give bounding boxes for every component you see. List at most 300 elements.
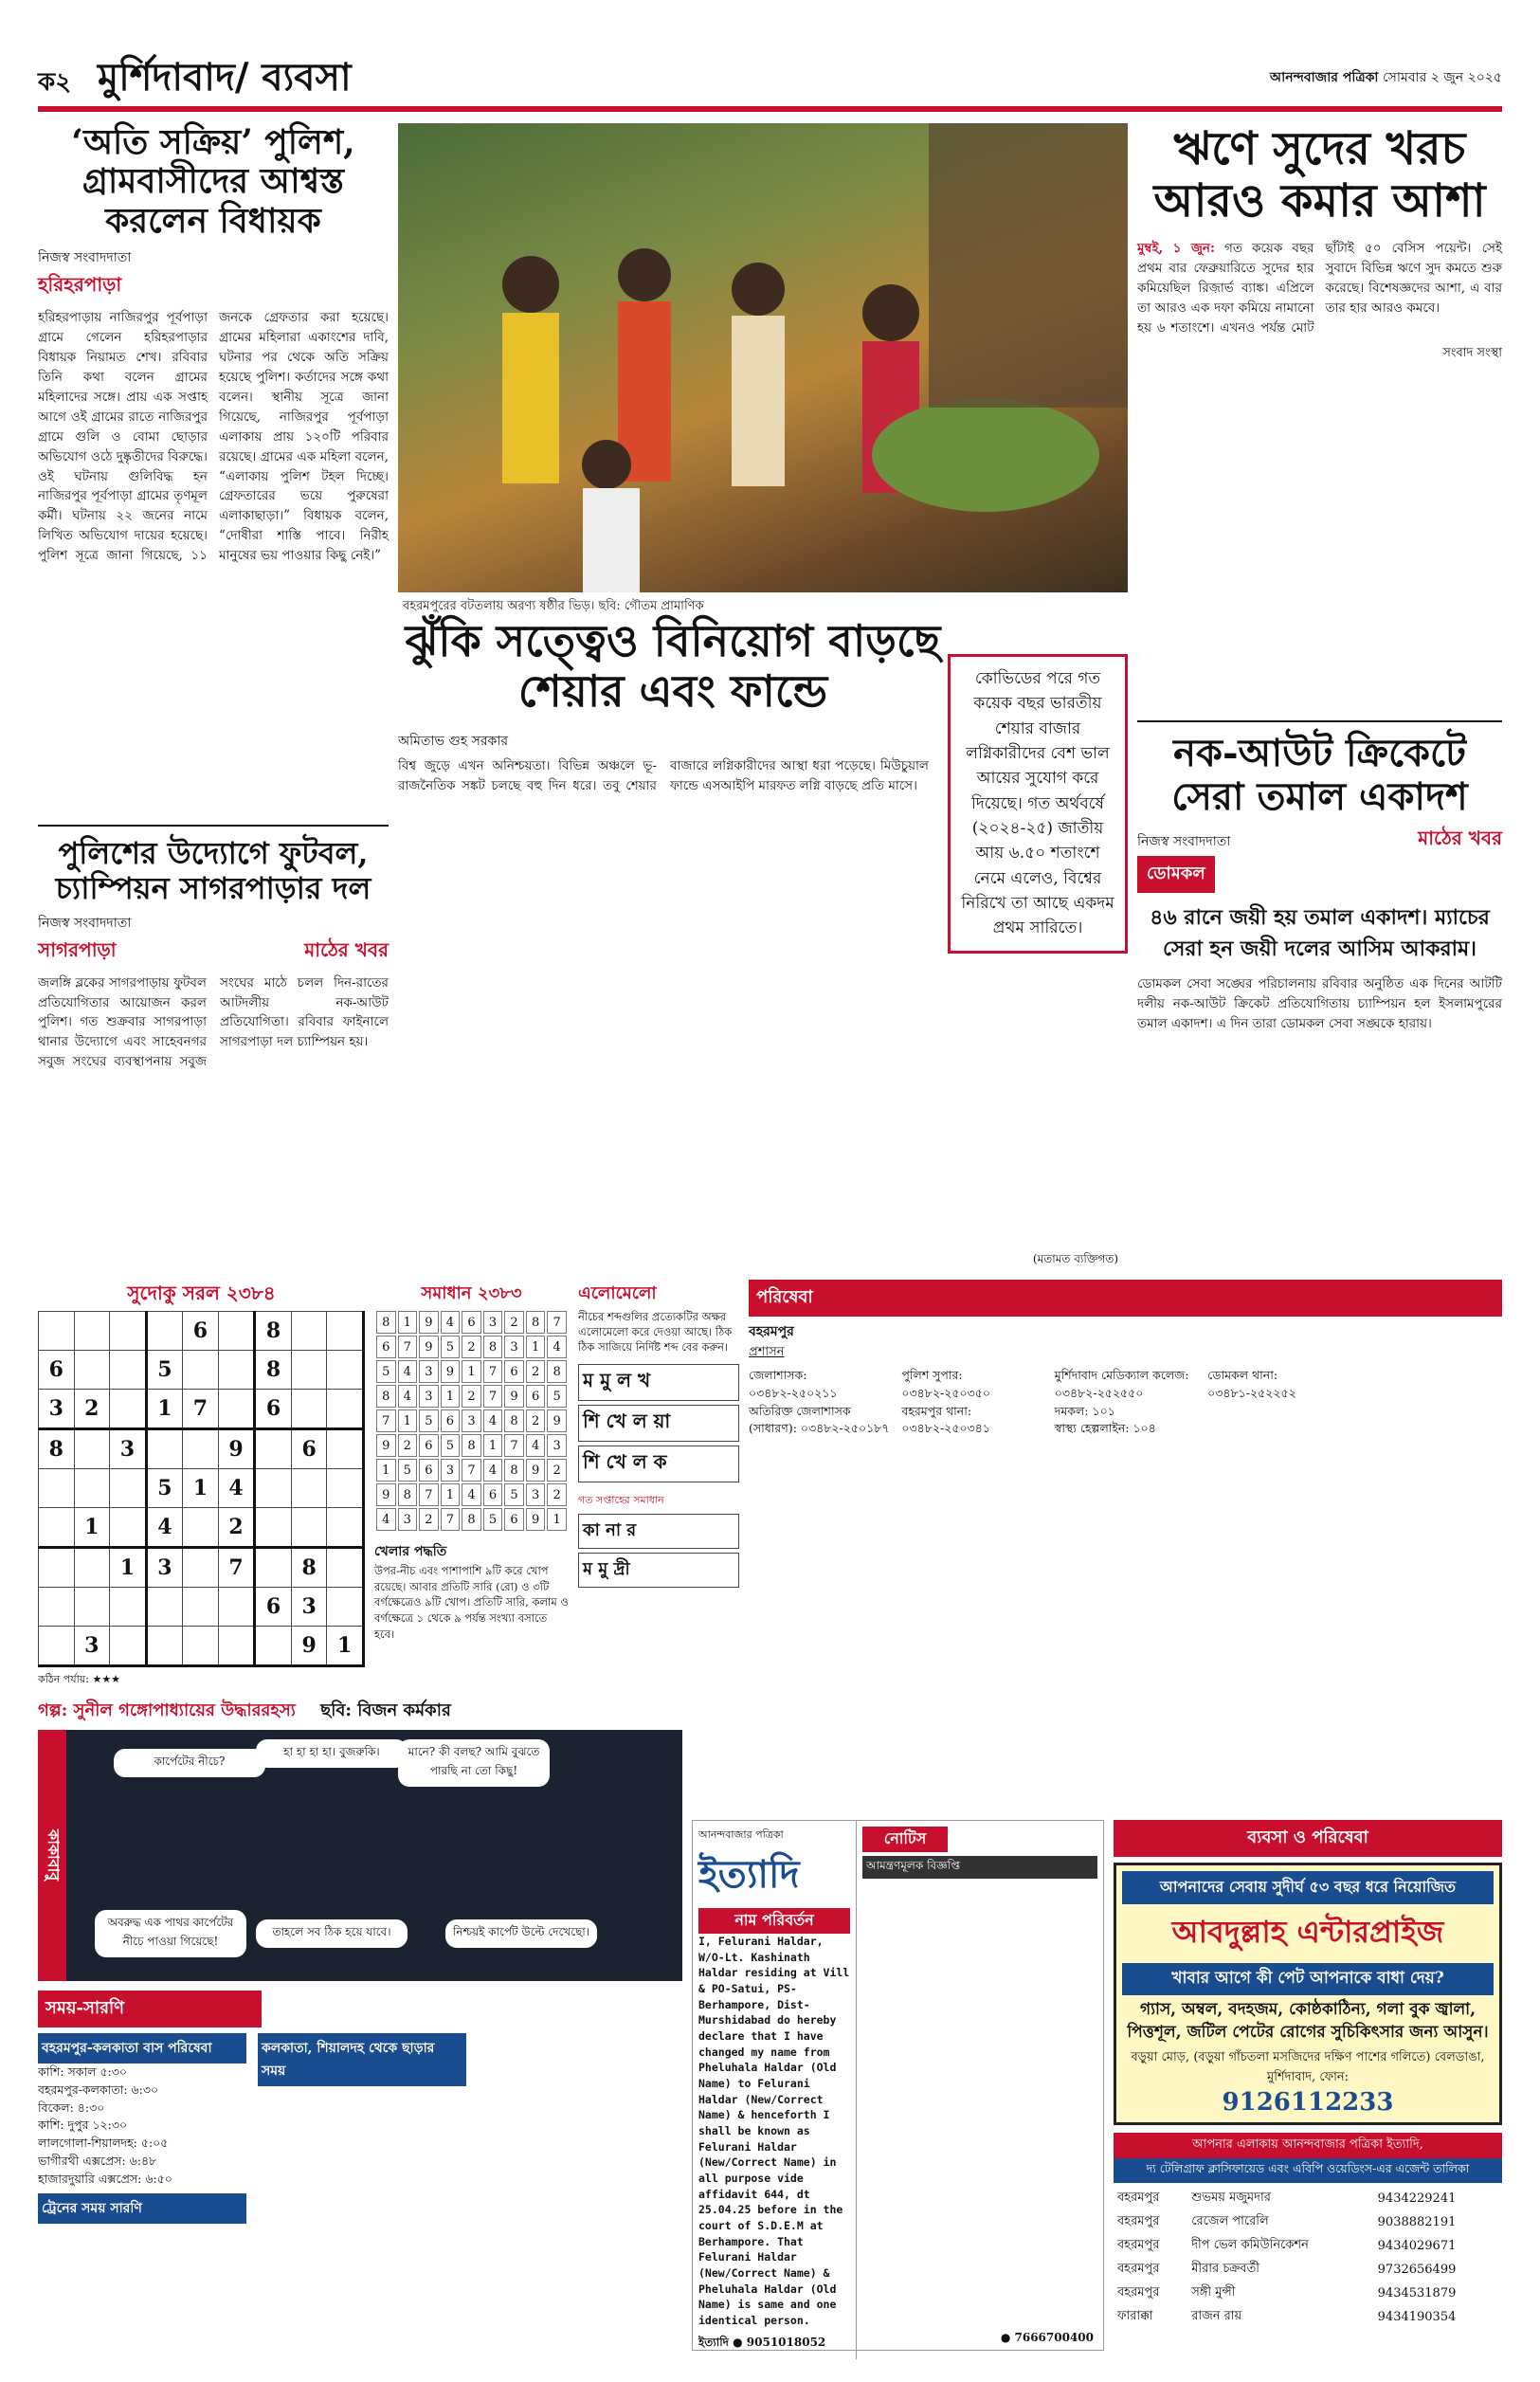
pull-quote-box: কোভিডের পরে গত কয়েক বছর ভারতীয় শেয়ার বাজার লগ্নিকারীদের বেশ ভাল আয়ের সুযোগ করে দিয়েছে। গত অর্থবর্ষে (২০২৪-২৫) জাতীয় আয় ৬.৫০ শতাংশে নেমে এলেও, বিশ্বের নিরিখে তা আছে একদম প্রথম সারিতে। xyxy=(948,654,1128,954)
sudoku-cell[interactable]: 4 xyxy=(218,1469,255,1508)
sudoku-cell[interactable] xyxy=(291,1508,327,1548)
schedule-item: হাজারদুয়ারি এক্সপ্রেস: ৬:৫০ xyxy=(38,2171,172,2186)
solution-cell: 3 xyxy=(398,1508,418,1531)
sudoku-cell[interactable] xyxy=(146,1429,183,1469)
jumble-answers xyxy=(578,1514,739,1588)
solution-cell: 7 xyxy=(547,1311,567,1334)
sudoku-cell[interactable] xyxy=(327,1469,364,1508)
speech-bubble: তাহলে সব ঠিক হয়ে যাবে। xyxy=(256,1919,408,1948)
sudoku-cell[interactable] xyxy=(218,1627,255,1666)
jumble-word: শি খে ল ক xyxy=(578,1446,739,1482)
agent-cell: রাজন রায় xyxy=(1191,2308,1242,2323)
sudoku-cell[interactable]: 1 xyxy=(327,1627,364,1666)
agent-cell: 9732656499 xyxy=(1377,2262,1457,2277)
solution-cell: 1 xyxy=(526,1336,546,1358)
solution-cell: 8 xyxy=(462,1508,481,1531)
signoff: সংবাদ সংস্থা xyxy=(1442,345,1502,360)
ad-section: ব্যবসা ও পরিষেবা xyxy=(1114,1820,1502,1857)
solution-cell: 9 xyxy=(419,1311,439,1334)
solution-cell: 8 xyxy=(483,1336,503,1358)
solution-cell: 5 xyxy=(483,1508,503,1531)
notice-subheading: আমন্ত্রণমূলক বিজ্ঞপ্তি xyxy=(862,1856,1097,1879)
sudoku-cell[interactable] xyxy=(291,1351,327,1390)
agents-table xyxy=(1114,2187,1502,2329)
notice-contact: ● 7666700400 xyxy=(1000,2331,1094,2344)
agent-cell: দীপ ভেল কমিউনিকেশন xyxy=(1191,2237,1309,2252)
solution-cell: 2 xyxy=(398,1434,418,1457)
solution-cell: 9 xyxy=(504,1385,524,1408)
service-entry: দমকল: ১০১ xyxy=(1054,1403,1115,1418)
signoff: (মতামত ব্যক্তিগত) xyxy=(1032,1252,1118,1265)
sudoku-cell[interactable]: 1 xyxy=(110,1548,147,1588)
headline: পুলিশের উদ্যোগে ফুটবল, চ্যাম্পিয়ন সাগরপাড়ার দল xyxy=(55,835,371,906)
sudoku-cell[interactable] xyxy=(146,1312,183,1351)
service-entry: ডোমকল থানা: ০৩৪৮১-২৫২২৫২ xyxy=(1207,1368,1296,1400)
sudoku-cell[interactable] xyxy=(110,1390,147,1429)
affidavit-notice: I, Felurani Haldar, W/O-Lt. Kashinath Haldar residing at Vill & PO-Satui, PS-Berhampore, Dist-Murshidabad do hereby declare that I have changed my name from Pheluhala Haldar (Old Name) to Felurani Haldar (New/Correct Name) & henceforth I shall be known as Felurani Haldar (New/Correct Name) in all purpose vide affidavit 644, dt 25.04.25 before in the court of S.D.E.M at Berhampore. That Felurani Haldar (New/Correct Name) & Pheluhala Haldar (Old Name) is same and one identical person. xyxy=(698,1935,850,2328)
solution-cell: 6 xyxy=(462,1311,481,1334)
headline: ‘অতি সক্রিয়’ পুলিশ, গ্রামবাসীদের আশ্বস্ত করলেন বিধায়ক xyxy=(71,122,355,241)
story-loan-rates xyxy=(1137,123,1502,711)
sudoku-cell[interactable] xyxy=(110,1588,147,1627)
schedule-item: ভাগীরথী এক্সপ্রেস: ৬:৪৮ xyxy=(38,2153,157,2168)
answer-title: গত সপ্তাহের সমাধান xyxy=(578,1494,664,1507)
solution-cell: 1 xyxy=(441,1483,461,1506)
sudoku-cell[interactable] xyxy=(327,1312,364,1351)
sudoku-cell[interactable] xyxy=(327,1390,364,1429)
solution-cell: 9 xyxy=(547,1409,567,1432)
agent-cell: বহরমপুর xyxy=(1117,2284,1160,2300)
service-entry: অতিরিক্ত জেলাশাসক (সাধারণ): ০৩৪৮২-২৫০১৮৭ xyxy=(749,1403,890,1436)
agent-cell: শুভময় মজুমদার xyxy=(1191,2190,1271,2205)
solution-cell: 4 xyxy=(483,1409,503,1432)
ad-description: গ্যাস, অম্বল, বদহজম, কোষ্ঠকাঠিন্য, গলা বুক জ্বালা, পিত্তশূল, জটিল পেটের রোগের সুচিকিৎসার জন্য আসুন। xyxy=(1127,2000,1489,2042)
schedule-item: লালগোলা-শিয়ালদহ: ৫:০৫ xyxy=(38,2136,169,2150)
header-rule xyxy=(38,106,1502,112)
solution-cell: 9 xyxy=(526,1508,546,1531)
solution-cell: 7 xyxy=(483,1360,503,1383)
solution-cell: 6 xyxy=(441,1409,461,1432)
sudoku-cell[interactable] xyxy=(183,1429,219,1469)
comic-title: গল্প: সুনীল গঙ্গোপাধ্যায়ের উদ্ধাররহস্য xyxy=(38,1700,296,1720)
article-body: জলঙ্গি ব্লকের সাগরপাড়ায় ফুটবল প্রতিযোগিতার আয়োজন করল পুলিশ। গত শুক্রবার সাগরপাড়া থানার উদ্যোগে এবং সাহেবনগর সবুজ সংঘের ব্যবস্থাপনায় সবুজ সংঘের মাঠে চলল দিন-রাতের আটদলীয় নক-আউট প্রতিযোগিতা। রবিবার ফাইনালে সাগরপাড়া দল চ্যাম্পিয়ন হয়। xyxy=(38,974,389,1070)
advertisement-block xyxy=(1114,1820,1502,2351)
notice-heading: নোটিস xyxy=(862,1827,948,1852)
solution-cell: 5 xyxy=(398,1459,418,1482)
solution-cell: 1 xyxy=(441,1385,461,1408)
article-body: বিশ্ব জুড়ে এখন অনিশ্চয়তা। বিভিন্ন অঞ্চলে ভূ-রাজনৈতিক সঙ্কট চলছে বহু দিন ধরে। তবু শেয়ার বাজারে লগ্নিকারীদের আস্থা ধরা পড়েছে। মিউচুয়াল ফান্ডে এসআইপি মারফত লগ্নি বাড়ছে প্রতি মাসে। xyxy=(398,757,929,793)
solution-cell: 7 xyxy=(419,1483,439,1506)
bus-title: বহরমপুর-কলকাতা বাস পরিষেবা xyxy=(38,2033,246,2064)
sudoku-cell[interactable] xyxy=(291,1469,327,1508)
ittyadi-classifieds xyxy=(692,1820,1104,2351)
solution-cell: 4 xyxy=(376,1508,396,1531)
sudoku-cell[interactable] xyxy=(327,1429,364,1469)
solution-cell: 3 xyxy=(483,1311,503,1334)
byline: অমিতাভ গুহ সরকার xyxy=(398,733,509,749)
ittyadi-title: ইত্যাদি xyxy=(698,1852,800,1897)
solution-title: সমাধান ২৩৮৩ xyxy=(421,1283,522,1303)
sudoku-cell[interactable]: 6 xyxy=(255,1390,292,1429)
train-title: ট্রেনের সময় সারণি xyxy=(38,2193,246,2224)
solution-cell: 8 xyxy=(462,1434,481,1457)
solution-cell: 7 xyxy=(376,1409,396,1432)
agent-cell: 9434190354 xyxy=(1377,2309,1457,2324)
sudoku-cell[interactable]: 5 xyxy=(146,1469,183,1508)
services-section: প্রশাসন xyxy=(749,1345,785,1359)
schedule-item: কাশি: সকাল ৫:৩০ xyxy=(38,2064,128,2079)
issue-date: সোমবার ২ জুন ২০২৫ xyxy=(1382,70,1502,85)
agent-row xyxy=(1114,2258,1502,2282)
sudoku-cell[interactable] xyxy=(110,1508,147,1548)
solution-cell: 4 xyxy=(547,1336,567,1358)
agent-cell: সঙ্গী মুন্সী xyxy=(1191,2284,1236,2300)
byline: নিজস্ব সংবাদদাতা xyxy=(38,250,132,266)
solution-cell: 5 xyxy=(504,1483,524,1506)
service-entry: পুলিশ সুপার: ০৩৪৮২-২৫০৩৫০ xyxy=(901,1368,990,1400)
schedule-list xyxy=(38,2064,246,2188)
solution-cell: 7 xyxy=(398,1336,418,1358)
sudoku-cell[interactable] xyxy=(255,1469,292,1508)
sudoku-cell[interactable] xyxy=(110,1469,147,1508)
schedule-item: কাশি: দুপুর ১২:৩০ xyxy=(38,2118,128,2133)
section-title: মুর্শিদাবাদ/ ব্যবসা xyxy=(98,55,352,100)
story-investment xyxy=(398,616,1128,1270)
headline: ঝুঁকি সত্ত্বেও বিনিয়োগ বাড়ছে শেয়ার এবং ফান্ডে xyxy=(405,615,941,717)
jumble-title: এলোমেলো xyxy=(578,1283,657,1303)
agent-cell: মীরার চক্রবর্তী xyxy=(1191,2261,1259,2276)
sudoku-cell[interactable] xyxy=(183,1588,219,1627)
sudoku-cell[interactable] xyxy=(146,1627,183,1666)
photo-caption: বহরমপুরের বটতলায় অরণ্য ষষ্ঠীর ভিড়। ছবি: গৌতম প্রামাণিক xyxy=(403,599,704,613)
speech-bubble: নিশ্চয়ই কার্পেট উল্টে দেখেছো। xyxy=(445,1919,597,1948)
page-header xyxy=(38,47,352,111)
solution-cell: 3 xyxy=(504,1336,524,1358)
solution-cell: 5 xyxy=(376,1360,396,1383)
solution-cell: 4 xyxy=(462,1483,481,1506)
agents-subtitle: দ্য টেলিগ্রাফ ক্লাসিফায়েড এবং এবিপি ওয়েডিংস-এর এজেন্ট তালিকা xyxy=(1114,2158,1502,2183)
sudoku-cell[interactable] xyxy=(255,1429,292,1469)
agent-cell: 9434229241 xyxy=(1377,2191,1457,2206)
agent-cell: ফারাক্কা xyxy=(1117,2308,1153,2323)
sudoku-cell[interactable] xyxy=(110,1627,147,1666)
solution-cell: 4 xyxy=(441,1311,461,1334)
solution-cell: 6 xyxy=(483,1483,503,1506)
sudoku-cell[interactable]: 3 xyxy=(291,1588,327,1627)
solution-cell: 5 xyxy=(441,1336,461,1358)
services-title: পরিষেবা xyxy=(749,1280,1502,1317)
service-entry: মুর্শিদাবাদ মেডিক্যাল কলেজ: ০৩৪৮২-২৫২৫৫০ xyxy=(1054,1368,1189,1400)
sudoku-cell[interactable] xyxy=(291,1390,327,1429)
sudoku-title: সুদোকু সরল ২৩৮৪ xyxy=(127,1282,276,1304)
masthead-small: আনন্দবাজার পত্রিকা xyxy=(698,1828,784,1841)
solution-cell: 2 xyxy=(526,1360,546,1383)
sudoku-cell[interactable]: 7 xyxy=(183,1390,219,1429)
departure-title: কলকাতা, শিয়ালদহ থেকে ছাড়ার সময় xyxy=(258,2033,466,2086)
jumble-intro: নীচের শব্দগুলির প্রত্যেকটির অক্ষর এলোমেলো করে দেওয়া আছে। ঠিক ঠিক সাজিয়ে নির্দিষ্ট শব্দ বের করুন। xyxy=(578,1310,733,1355)
sudoku-cell[interactable]: 6 xyxy=(291,1429,327,1469)
solution-cell: 3 xyxy=(441,1459,461,1482)
jumble-words xyxy=(578,1364,739,1482)
agent-row xyxy=(1114,2210,1502,2234)
solution-cell: 2 xyxy=(547,1459,567,1482)
comic-header xyxy=(38,1697,682,1725)
agent-cell: 9038882191 xyxy=(1377,2214,1457,2229)
headline: নক-আউট ক্রিকেটে সেরা তমাল একাদশ xyxy=(1171,731,1468,819)
services-block xyxy=(749,1280,1502,1687)
schedule-item: বিকেল: ৪:৩০ xyxy=(38,2100,105,2115)
ad-business-name: আবদুল্লাহ এন্টারপ্রাইজ xyxy=(1171,1914,1444,1950)
agents-title: আপনার এলাকায় আনন্দবাজার পত্রিকা ইত্যাদি, xyxy=(1114,2133,1502,2158)
sudoku-cell[interactable] xyxy=(39,1627,75,1666)
sudoku-cell[interactable]: 2 xyxy=(74,1390,110,1429)
solution-grid xyxy=(374,1309,569,1533)
sudoku-cell[interactable]: 3 xyxy=(39,1390,75,1429)
ad-address: বড়ুয়া মোড়, (বড়ুয়া গাঁচতলা মসজিদের দক্ষিণ পাশের গলিতে) বেলডাঙা, মুর্শিদাবাদ, ফোন: xyxy=(1131,2049,1485,2084)
sudoku-cell[interactable]: 9 xyxy=(218,1429,255,1469)
solution-cell: 9 xyxy=(376,1434,396,1457)
solution-cell: 3 xyxy=(419,1360,439,1383)
solution-cell: 6 xyxy=(526,1385,546,1408)
solution-cell: 9 xyxy=(526,1459,546,1482)
sudoku-cell[interactable]: 5 xyxy=(146,1351,183,1390)
sudoku-cell[interactable]: 9 xyxy=(291,1627,327,1666)
sudoku-cell[interactable] xyxy=(74,1429,110,1469)
solution-cell: 2 xyxy=(462,1385,481,1408)
solution-cell: 8 xyxy=(504,1459,524,1482)
sudoku-cell[interactable]: 6 xyxy=(39,1351,75,1390)
services-list xyxy=(749,1367,1502,1438)
solution-cell: 4 xyxy=(398,1360,418,1383)
speech-bubble: কার্পেটের নীচে? xyxy=(114,1749,265,1777)
sudoku-cell[interactable] xyxy=(74,1469,110,1508)
sudoku-cell[interactable] xyxy=(183,1627,219,1666)
solution-cell: 8 xyxy=(504,1409,524,1432)
article-body: হরিহরপাড়ায় নাজিরপুর পূর্বপাড়া গ্রামে গেলেন হরিহরপাড়ার বিধায়ক নিয়ামত শেখ। রবিবার তিনি কথা বলেন গ্রামের মহিলাদের সঙ্গে। প্রায় এক সপ্তাহ আগে ওই গ্রামের রাতে নাজিরপুর গ্রামে গুলি ও বোমা ছোড়ার অভিযোগ ওঠে দুষ্কৃতীদের বিরুদ্ধে। ওই ঘটনায় গুলিবিদ্ধ হন নাজিরপুর পূর্বপাড়া গ্রামের তৃণমূল কর্মী। ঘটনায় ২২ জনের নামে লিখিত অভিযোগ দায়ের হয়েছে। পুলিশ সূত্রে জানা গিয়েছে, ১১ জনকে গ্রেফতার করা হয়েছে। গ্রামের মহিলারা একাংশের দাবি, ঘটনার পর থেকে অতি সক্রিয় হয়েছে পুলিশ। কর্তাদের সঙ্গে কথা বলেন। স্থানীয় সূত্রে জানা গিয়েছে, নাজিরপুর পূর্বপাড়া এলাকায় প্রায় ১২০টি পরিবার রয়েছে। গ্রামের এক মহিলা বলেন, “এলাকায় পুলিশ টহল দিচ্ছে। গ্রেফতারের ভয়ে পুরুষেরা এলাকাছাড়া।” বিধায়ক বলেন, “দোষীরা শাস্তি পাবে। নিরীহ মানুষের ভয় পাওয়ার কিছু নেই।” xyxy=(38,310,389,564)
byline: নিজস্ব সংবাদদাতা xyxy=(1137,834,1231,849)
jumble-answer: কা না র xyxy=(578,1514,739,1549)
solution-cell: 7 xyxy=(462,1459,481,1482)
solution-cell: 9 xyxy=(419,1336,439,1358)
sudoku-cell[interactable] xyxy=(327,1588,364,1627)
sudoku-cell[interactable] xyxy=(327,1351,364,1390)
sudoku-cell[interactable]: 1 xyxy=(74,1508,110,1548)
story-cricket xyxy=(1137,720,1502,1270)
sudoku-cell[interactable]: 2 xyxy=(218,1508,255,1548)
sudoku-cell[interactable] xyxy=(146,1588,183,1627)
speech-bubble: হা হা হা হা। বুজরুকি। xyxy=(256,1739,408,1768)
solution-cell: 3 xyxy=(419,1385,439,1408)
solution-cell: 2 xyxy=(462,1336,481,1358)
story-police-mla xyxy=(38,123,389,777)
ad-tagline: খাবার আগে কী পেট আপনাকে বাধা দেয়? xyxy=(1122,1963,1494,1995)
sudoku-cell[interactable] xyxy=(39,1469,75,1508)
sudoku-cell[interactable]: 4 xyxy=(146,1508,183,1548)
photo-scene xyxy=(398,123,1128,592)
agent-cell: বহরমপুর xyxy=(1117,2261,1160,2276)
jumble-answer: ম মু দ্রী xyxy=(578,1553,739,1588)
solution-cell: 2 xyxy=(526,1409,546,1432)
agent-cell: 9434029671 xyxy=(1377,2238,1457,2253)
service-entry: স্বাস্থ্য হেল্পলাইন: ১০৪ xyxy=(1054,1421,1156,1436)
solution-cell: 3 xyxy=(526,1483,546,1506)
services-subtitle: বহরমপুর xyxy=(749,1324,794,1339)
agent-cell: বহরমপুর xyxy=(1117,2237,1160,2252)
solution-cell: 3 xyxy=(462,1409,481,1432)
sudoku-cell[interactable] xyxy=(74,1351,110,1390)
solution-cell: 8 xyxy=(376,1311,396,1334)
article-body: ডোমকল সেবা সঙ্ঘের পরিচালনায় রবিবার অনুষ্ঠিত এক দিনের আটটি দলীয় নক-আউট ক্রিকেট প্রতিযোগিতায় চ্যাম্পিয়ন হল ইসলামপুরের তমাল একাদশ। এ দিন তারা ডোমকল সেবা সঙ্ঘকে হারায়। xyxy=(1137,976,1502,1031)
solution-cell: 7 xyxy=(441,1508,461,1531)
story-football xyxy=(38,825,389,1270)
byline: নিজস্ব সংবাদদাতা xyxy=(38,915,132,931)
agent-row xyxy=(1114,2187,1502,2210)
solution-cell: 8 xyxy=(547,1360,567,1383)
page-number: ক২ xyxy=(38,68,72,97)
sudoku-cell[interactable] xyxy=(291,1312,327,1351)
agent-cell: রেজেল পারেলি xyxy=(1191,2213,1269,2228)
sudoku-cell[interactable]: 1 xyxy=(183,1469,219,1508)
jumble-word: ম মু ল খ xyxy=(578,1364,739,1401)
agent-cell: বহরমপুর xyxy=(1117,2213,1160,2228)
solution-cell: 1 xyxy=(483,1434,503,1457)
festival-photo xyxy=(398,123,1128,592)
sudoku-cell[interactable] xyxy=(183,1548,219,1588)
solution-cell: 1 xyxy=(376,1459,396,1482)
solution-cell: 9 xyxy=(441,1360,461,1383)
sudoku-cell[interactable] xyxy=(218,1351,255,1390)
sudoku-cell[interactable] xyxy=(39,1588,75,1627)
rules-title: খেলার পদ্ধতি xyxy=(374,1544,447,1559)
solution-cell: 7 xyxy=(483,1385,503,1408)
rules-text: উপর-নীচ এবং পাশাপাশি ৯টি করে খোপ রয়েছে। আবার প্রতিটি সারি (রো) ও ৩টি বর্গক্ষেত্রেও ৯টি খোপ। প্রতিটি সারি, কলাম ও বর্গক্ষেত্রে ১ থেকে ৯ পর্যন্ত সংখ্যা বসাতে হবে। xyxy=(374,1564,569,1641)
solution-cell: 4 xyxy=(483,1459,503,1482)
sudoku-cell[interactable]: 1 xyxy=(146,1390,183,1429)
agent-cell: 9434531879 xyxy=(1377,2285,1457,2300)
solution-cell: 2 xyxy=(547,1483,567,1506)
solution-cell: 1 xyxy=(398,1311,418,1334)
sudoku-cell[interactable]: 3 xyxy=(110,1429,147,1469)
sudoku-cell[interactable] xyxy=(218,1390,255,1429)
sudoku-cell[interactable] xyxy=(74,1312,110,1351)
solution-cell: 4 xyxy=(398,1385,418,1408)
comic-strip xyxy=(38,1730,682,1981)
solution-cell: 1 xyxy=(547,1508,567,1531)
solution-cell: 2 xyxy=(504,1311,524,1334)
sudoku-cell[interactable] xyxy=(74,1588,110,1627)
solution-cell: 4 xyxy=(526,1434,546,1457)
comic-side-label: কাকাবাবু xyxy=(38,1730,66,1981)
sudoku-cell[interactable]: 8 xyxy=(255,1312,292,1351)
sudoku-cell[interactable]: 8 xyxy=(291,1548,327,1588)
solution-cell: 2 xyxy=(419,1508,439,1531)
name-change-heading: নাম পরিবর্তন xyxy=(698,1908,850,1934)
sudoku-cell[interactable]: 3 xyxy=(146,1548,183,1588)
service-entry: জেলাশাসক: ০৩৪৮২-২৫০২১১ xyxy=(749,1368,838,1400)
section-tag: মাঠের খবর xyxy=(304,937,389,961)
solution-cell: 6 xyxy=(504,1360,524,1383)
difficulty: কঠিন পর্যায়: ★★★ xyxy=(38,1673,121,1685)
agent-row xyxy=(1114,2234,1502,2258)
solution-cell: 3 xyxy=(547,1434,567,1457)
article-body: মুম্বই, ১ জুন: গত কয়েক বছর প্রথম বার ফেব্রুয়ারিতে সুদের হার কমিয়েছিল রিজ়ার্ভ ব্যাঙ্ক। এপ্রিলে তা আরও এক দফা কমিয়ে নামানো হয় ৬ শতাংশে। এখনও পর্যন্ত মোট ছাঁটাই ৫০ বেসিস পয়েন্ট। সেই সুবাদে বিভিন্ন ঋণে সুদ কমতে শুরু করেছে। বিশেষজ্ঞদের আশা, এ বার তার হার আরও কমবে। xyxy=(1137,241,1502,336)
schedule-item: বহরমপুর-কলকাতা: ৬:৩০ xyxy=(38,2082,159,2097)
sudoku-cell[interactable] xyxy=(327,1508,364,1548)
sudoku-cell[interactable]: 6 xyxy=(183,1312,219,1351)
sudoku-cell[interactable]: 7 xyxy=(218,1548,255,1588)
jumble-block xyxy=(578,1280,739,1687)
solution-cell: 5 xyxy=(419,1409,439,1432)
service-entry: বহরমপুর থানা: ০৩৪৮২-২৫০৩৪১ xyxy=(901,1403,990,1436)
dateline-header xyxy=(1270,66,1502,89)
sudoku-cell[interactable] xyxy=(327,1548,364,1588)
comic-artist: ছবি: বিজন কর্মকার xyxy=(320,1700,451,1720)
sudoku-cell[interactable] xyxy=(183,1351,219,1390)
solution-cell: 6 xyxy=(376,1336,396,1358)
dateline: হরিহরপাড়া xyxy=(38,273,122,297)
sudoku-cell[interactable] xyxy=(255,1548,292,1588)
sudoku-cell[interactable]: 8 xyxy=(39,1429,75,1469)
dateline-badge: ডোমকল xyxy=(1137,856,1215,893)
agent-row xyxy=(1114,2305,1502,2329)
sudoku-cell[interactable] xyxy=(255,1627,292,1666)
sudoku-cell[interactable] xyxy=(183,1508,219,1548)
pull-quote: ৪৬ রানে জয়ী হয় তমাল একাদশ। ম্যাচের সেরা হন জয়ী দলের আসিম আকরাম। xyxy=(1150,905,1490,961)
solution-cell: 6 xyxy=(419,1459,439,1482)
sudoku-cell[interactable] xyxy=(218,1312,255,1351)
schedule-block xyxy=(38,1991,682,2351)
solution-cell: 8 xyxy=(376,1385,396,1408)
dateline: সাগরপাড়া xyxy=(38,937,117,961)
agent-cell: বহরমপুর xyxy=(1117,2190,1160,2205)
sudoku-cell[interactable]: 6 xyxy=(255,1588,292,1627)
solution-cell: 5 xyxy=(441,1434,461,1457)
sudoku-cell[interactable] xyxy=(74,1548,110,1588)
solution-cell: 8 xyxy=(398,1483,418,1506)
sudoku-cell[interactable] xyxy=(39,1508,75,1548)
sudoku-cell[interactable]: 8 xyxy=(255,1351,292,1390)
headline: ঋণে সুদের খরচ আরও কমার আশা xyxy=(1153,122,1486,228)
sudoku-cell[interactable] xyxy=(110,1312,147,1351)
sudoku-cell[interactable] xyxy=(39,1312,75,1351)
jumble-word: শি খে ল য়া xyxy=(578,1405,739,1442)
sudoku-cell[interactable] xyxy=(255,1508,292,1548)
ad-phone[interactable]: 9126112233 xyxy=(1222,2087,1394,2117)
agent-row xyxy=(1114,2282,1502,2305)
sudoku-cell[interactable]: 3 xyxy=(74,1627,110,1666)
solution-cell: 6 xyxy=(504,1508,524,1531)
speech-bubble: অবরুদ্ধ এক পাথর কার্পেটের নীচে পাওয়া গিয়েছে! xyxy=(95,1910,246,1957)
solution-cell: 7 xyxy=(504,1434,524,1457)
solution-cell: 1 xyxy=(398,1409,418,1432)
sudoku-cell[interactable] xyxy=(39,1548,75,1588)
solution-cell: 8 xyxy=(526,1311,546,1334)
contact-line: ইত্যাদি ● 9051018052 xyxy=(698,2335,826,2349)
sudoku-cell[interactable] xyxy=(218,1588,255,1627)
speech-bubble: মানে? কী বলছ? আমি বুঝতে পারছি না তো কিছু! xyxy=(398,1739,550,1787)
section-tag: মাঠের খবর xyxy=(1418,827,1502,849)
masthead-name: আনন্দবাজার পত্রিকা xyxy=(1269,70,1379,85)
solution-cell: 5 xyxy=(547,1385,567,1408)
sudoku-grid[interactable] xyxy=(38,1311,365,1667)
sudoku-cell[interactable] xyxy=(110,1351,147,1390)
solution-cell: 6 xyxy=(419,1434,439,1457)
ad-banner: আপনাদের সেবায় সুদীর্ঘ ৫৩ বছর ধরে নিয়োজিত xyxy=(1122,1871,1494,1904)
sudoku-block xyxy=(38,1280,365,1687)
schedule-title: সময়-সারণি xyxy=(38,1991,262,2027)
solution-block xyxy=(374,1280,569,1687)
solution-cell: 1 xyxy=(462,1360,481,1383)
